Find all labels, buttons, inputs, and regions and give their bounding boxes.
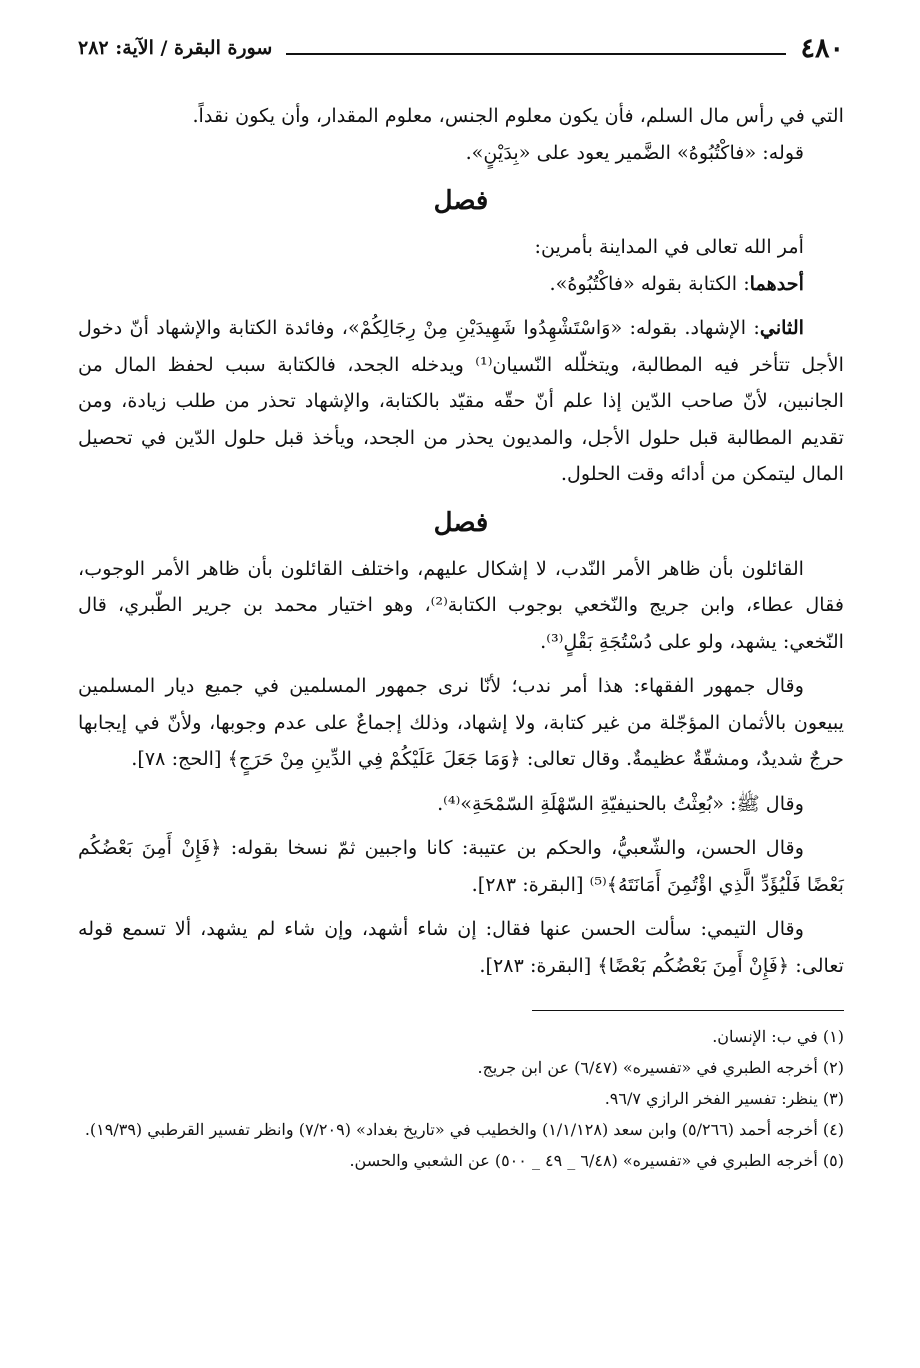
paragraph-3: أمر الله تعالى في المداينة بأمرين: [534, 235, 804, 258]
section-heading-1: فصل [433, 186, 489, 216]
paragraph-5 [78, 310, 844, 493]
paragraph-8: وقال ﷺ: «بُعِثْتُ بالحنيفيّةِ السّهْلَةِ السّمْحَةِ»⁽⁴⁾. [437, 791, 804, 815]
book-page [78, 28, 844, 1348]
paragraph-4 [78, 266, 844, 303]
page-header [78, 28, 844, 68]
header-rule [286, 53, 786, 55]
footnote-3: (٣) ينظر: تفسير الفخر الرازي ٩٦/٧. [604, 1089, 844, 1108]
section-heading-2: فصل [433, 507, 489, 538]
paragraph-10: وقال التيمي: سألت الحسن عنها فقال: إن شاء أشهد، وإن شاء لم يشهد، ألا تسمع قوله تعالى: ﴿فَإِنْ أَمِنَ بَعْضُكُم بَعْضًا﴾ [البقرة: ٢٨٣]. [78, 917, 844, 977]
paragraph-5-lead: الثاني [759, 316, 804, 339]
footnote-1: (١) في ب: الإنسان. [712, 1027, 844, 1046]
footnote-separator [532, 1010, 844, 1011]
main-text [78, 98, 844, 984]
running-title: سورة البقرة / الآية: ٢٨٢ [78, 37, 273, 59]
paragraph-4-lead: أحدهما [749, 271, 804, 295]
footnote-4: (٤) أخرجه أحمد (٥/٢٦٦) وابن سعد (١/١/١٢٨) والخطيب في «تاريخ بغداد» (٧/٢٠٩) وانظر تفسير القرطبي (١٩/٣٩). [84, 1120, 844, 1139]
paragraph-2: قوله: «فاكْتُبُوهُ» الضَّمير يعود على «بِدَيْنٍ». [465, 140, 804, 164]
paragraph-1: التي في رأس مال السلم، فأن يكون معلوم الجنس، معلوم المقدار، وأن يكون نقداً. [192, 104, 844, 127]
paragraph-4-text: : الكتابة بقوله «فاكْتُبُوهُ». [549, 271, 750, 295]
paragraph-6: القائلون بأن ظاهر الأمر النّدب، لا إشكال عليهم، واختلف القائلون بأن ظاهر الأمر الوجوب، فقال عطاء، وابن جريج والنّخعي بوجوب الكتابة⁽²⁾، وهو اختيار محمد بن جرير الطّبري، قال النّخعي: يشهد، ولو على دُسْتُجَةِ بَقْلٍ⁽³⁾. [78, 556, 844, 653]
paragraph-7: وقال جمهور الفقهاء: هذا أمر ندب؛ لأنّا نرى جمهور المسلمين في جميع ديار المسلمين يبيعون بالأثمان المؤجّلة من غير كتابة، ولا إشهاد، وذلك إجماعٌ على عدم وجوبها، ولأنّ في إيجابها حرجٌ شديدٌ، ومشقّةٌ عظيمةٌ. وقال تعالى: ﴿وَمَا جَعَلَ عَلَيْكُمْ فِي الدِّينِ مِنْ حَرَجٍ﴾ [الحج: ٧٨]. [78, 674, 844, 770]
footnote-5: (٥) أخرجه الطبري في «تفسيره» (٦/٤٨ _ ٤٩ _ ٥٠٠) عن الشعبي والحسن. [349, 1151, 844, 1170]
footnote-2: (٢) أخرجه الطبري في «تفسيره» (٦/٤٧) عن ابن جريج. [477, 1058, 844, 1077]
paragraph-5-text: : الإشهاد. بقوله: «وَاسْتَشْهِدُوا شَهِيدَيْنِ مِنْ رِجَالِكُمْ»، وفائدة الكتابة والإشهاد أنّ دخول الأجل تتأخر فيه المطالبة، ويتخلّله النّسيان⁽¹⁾ ويدخله الجحد، فالكتابة سبب لحفظ المال من الجانبين، لأنّ صاحب الدّين إذا علم أنّ حقّه مقيّد بالكتابة، والإشهاد تحذر من طلب زيادة، ومن تقديم المطالبة قبل حلول الأجل، والمديون يحذر من الجحد، ويأخذ قبل حلول الدّين في تحصيل المال ليتمكن من أدائه وقت الحلول. [78, 316, 844, 485]
footnotes [78, 1021, 844, 1176]
paragraph-9: وقال الحسن، والشّعبيُّ، والحكم بن عتيبة: كانا واجبين ثمّ نسخا بقوله: ﴿فَإِنْ أَمِنَ بَعْضُكُم بَعْضًا فَلْيُؤَدِّ الَّذِي اؤْتُمِنَ أَمَانَتَهُ﴾⁽⁵⁾ [البقرة: ٢٨٣]. [78, 836, 844, 896]
page-number: ٤٨٠ [800, 32, 844, 64]
